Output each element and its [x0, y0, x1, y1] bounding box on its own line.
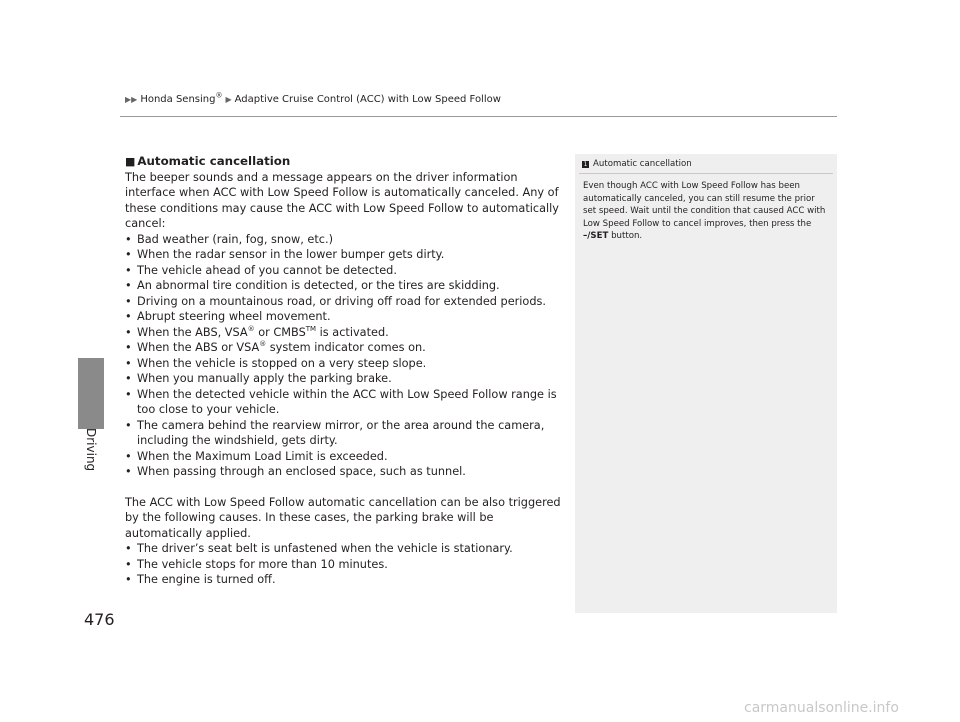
list-item: • When the detected vehicle within the ACC with Low Speed Follow range is too close to your vehicle.: [125, 387, 562, 418]
list-item: • When the ABS, VSA® or CMBS™ is activated.: [125, 325, 562, 341]
note-body: Even though ACC with Low Speed Follow has been automatically canceled, you can still resume the prior set speed. Wait until the condition that caused ACC with Low Speed Follow to cancel improves, then press the –/SET button.: [583, 181, 826, 242]
list-item: • Driving on a mountainous road, or driving off road for extended periods.: [125, 294, 562, 310]
cause-list: [125, 541, 562, 588]
header-divider: [120, 116, 837, 117]
section-tab: [78, 358, 104, 429]
list-item: • When you manually apply the parking brake.: [125, 371, 562, 387]
main-content: [125, 154, 562, 588]
breadcrumb-arrow-icon: ▶▶: [125, 95, 138, 104]
section-heading: ■ Automatic cancellation: [125, 154, 291, 168]
list-item: • When the radar sensor in the lower bumper gets dirty.: [125, 247, 562, 263]
note-reference-icon: 1: [583, 160, 588, 168]
list-item: • Abrupt steering wheel movement.: [125, 309, 562, 325]
breadcrumb: [125, 91, 501, 105]
breadcrumb-item-acc[interactable]: Adaptive Cruise Control (ACC) with Low Speed Follow: [234, 94, 501, 105]
section-label: Driving: [84, 428, 98, 472]
intro-paragraph: The beeper sounds and a message appears on the driver information interface when ACC with Low Speed Follow is automatically canceled. Any of these conditions may cause the ACC with Low Speed Follow to automatically cancel:: [125, 170, 559, 230]
breadcrumb-item-honda-sensing[interactable]: Honda Sensing®: [140, 91, 223, 105]
breadcrumb-arrow-icon: ▶: [225, 95, 232, 104]
list-item: • When passing through an enclosed space, such as tunnel.: [125, 464, 562, 480]
square-bullet-icon: ■: [125, 155, 136, 168]
condition-list: [125, 232, 562, 480]
list-item: • The camera behind the rearview mirror, or the area around the camera, including the windshield, gets dirty.: [125, 418, 562, 449]
side-note: [575, 154, 837, 613]
list-item: • Bad weather (rain, fog, snow, etc.): [125, 232, 562, 248]
list-item: • The engine is turned off.: [125, 572, 562, 588]
watermark: carmanualsonline.info: [744, 700, 899, 716]
list-item: • The vehicle stops for more than 10 minutes.: [125, 557, 562, 573]
list-item: • The driver’s seat belt is unfastened when the vehicle is stationary.: [125, 541, 562, 557]
second-paragraph: The ACC with Low Speed Follow automatic cancellation can be also triggered by the following causes. In these cases, the parking brake will be automatically applied.: [125, 495, 561, 540]
note-title: 1 Automatic cancellation: [583, 159, 692, 169]
set-button-label: –/SET: [583, 231, 609, 242]
note-divider: [579, 173, 833, 174]
page-number: 476: [84, 610, 115, 629]
list-item: • An abnormal tire condition is detected, or the tires are skidding.: [125, 278, 562, 294]
list-item: • When the ABS or VSA® system indicator comes on.: [125, 340, 562, 356]
list-item: • When the Maximum Load Limit is exceeded.: [125, 449, 562, 465]
list-item: • The vehicle ahead of you cannot be detected.: [125, 263, 562, 279]
list-item: • When the vehicle is stopped on a very steep slope.: [125, 356, 562, 372]
